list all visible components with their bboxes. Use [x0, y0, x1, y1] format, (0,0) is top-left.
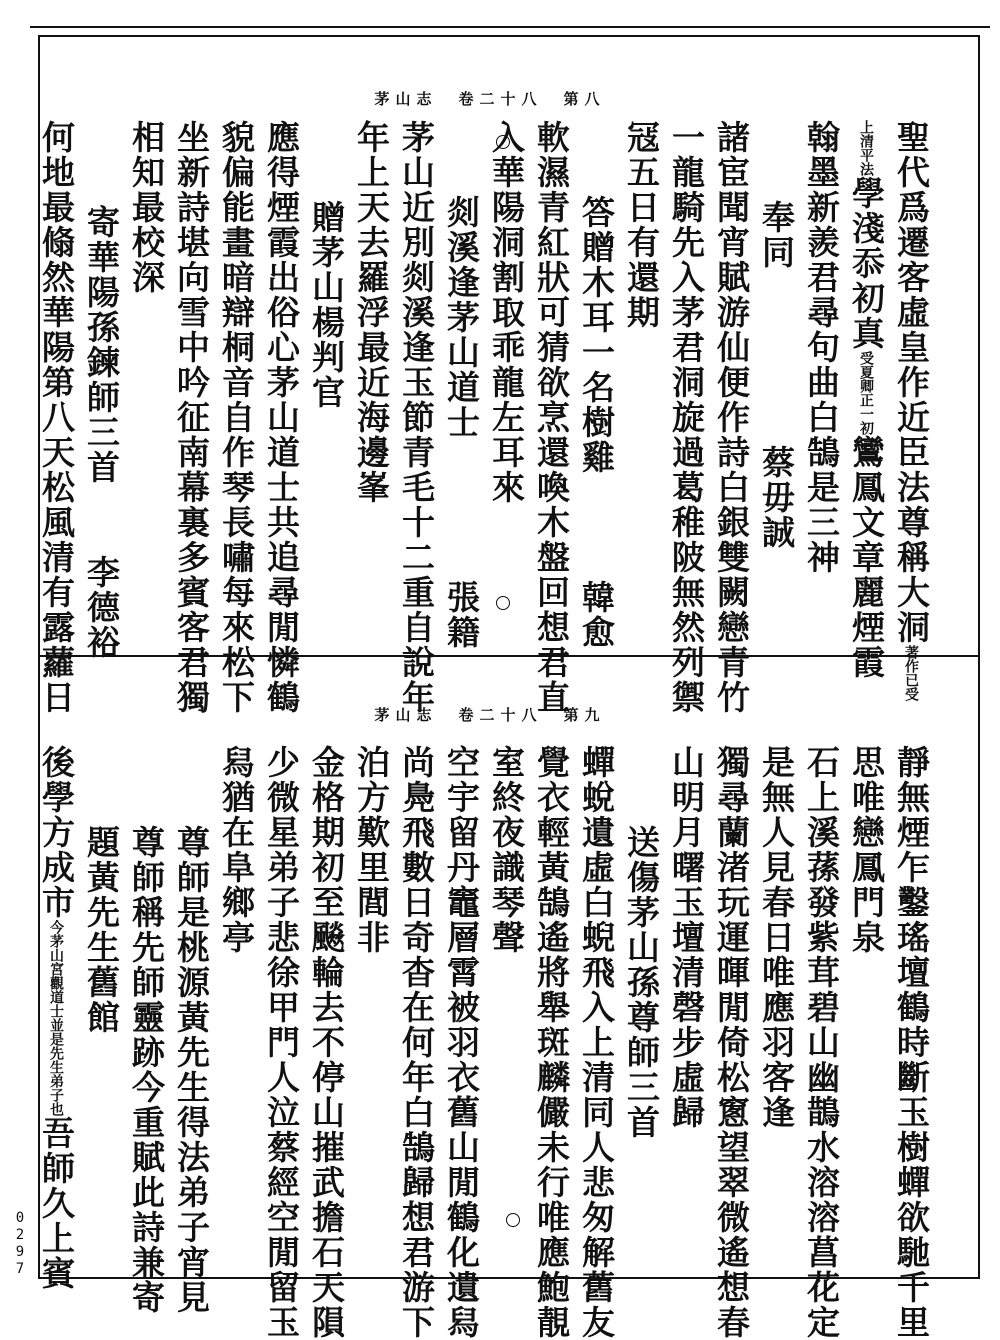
page-a-col-15: 應得煙霞出俗心茅山道士共追尋閒憐鶴 — [262, 120, 301, 715]
page-b-col-20: 後學方成市今茅山宮觀道士並是先生弟子也吾師久上賓 — [37, 745, 76, 1291]
page-b-circle-bottom — [506, 1213, 520, 1227]
page-b-col-6: 山明月曙玉壇清磬步虛歸 — [667, 745, 706, 1130]
page-b-col-13: 泊方歎里閭非 — [352, 745, 391, 955]
page-a-col-1: 聖代爲遷客虛皇作近臣法尊稱大洞著作已受 — [892, 120, 931, 701]
page-b-col-10: 室終夜識琴聲 — [487, 745, 526, 955]
page-a-col-19: 寄華陽孫鍊師三首 李德裕 — [82, 205, 121, 660]
page-b-col-5: 獨尋蘭渚玩運暉閒倚松窻望翠微遙想春 — [712, 745, 751, 1340]
page-a-col-11: 剡溪逢茅山道士 張籍 — [442, 195, 481, 650]
page-a-col-5: 諸宦聞宵賦游仙便作詩白銀雙闕戀青竹 — [712, 120, 751, 715]
page-b-col-17: 尊師是桃源黃先生得法弟子宵見 — [172, 825, 211, 1315]
page-a-col-3: 翰墨新羨君尋句曲白鵠是三神 — [802, 120, 841, 575]
page-a-col-4: 奉同 蔡毋誠 — [757, 200, 796, 550]
page-b-col-4: 是無人見春日唯應羽客逢 — [757, 745, 796, 1130]
page-b-col-8: 蟬蛻遺虛白蜺飛入上清同人悲匆解舊友 — [577, 745, 616, 1340]
page-a-col-6: 一龍騎先入茅君洞旋過葛稚陂無然列禦 — [667, 120, 706, 715]
page-a-col-18: 相知最校深 — [127, 120, 166, 295]
folio-number: 0297 — [12, 1210, 28, 1278]
page-a-col-7: 冦五日有還期 — [622, 120, 661, 330]
page-a-col-9: 軟濕青紅狀可猜欲烹還喚木盤回想君直 — [532, 120, 571, 715]
page-a-col-13: 年上天去羅浮最近海邊峯 — [352, 120, 391, 505]
page-b-col-1: 靜無煙乍鑿瑤壇鶴時斷玉樹蟬欲馳千里 — [892, 745, 931, 1340]
page-b-col-16: 舄猶在阜鄉亭 — [217, 745, 256, 955]
page-b-col-12: 尚鳧飛數日奇杳在何年白鵠歸想君游下 — [397, 745, 436, 1340]
page-a-col-2: 上清平法學淺忝初真受夏卿正一初鸞鳳文章麗煙霞 — [847, 120, 886, 680]
page-b-col-7: 送傷茅山孫尊師三首 — [622, 825, 661, 1140]
page-a-circle-top — [496, 135, 510, 149]
page-b-col-2: 思唯戀鳳門泉 — [847, 745, 886, 955]
page-a-col-10: 入華陽洞割取乖龍左耳來 — [487, 120, 526, 505]
page-b-col-14: 金格期初至飈輪去不停山摧武擔石天隕 — [307, 745, 346, 1340]
page-b-header: 茅山志 卷二十八 第九 — [374, 706, 606, 724]
page-b-col-3: 石上溪蓀發紫茸碧山幽鵲水溶溶菖花定 — [802, 745, 841, 1340]
page-a-col-16: 貌偏能畫暗辯桐音自作琴長嘯每來松下 — [217, 120, 256, 715]
outer-top-rule — [30, 26, 990, 28]
page-b-col-18: 尊師稱先師靈跡今重賦此詩兼寄 — [127, 825, 166, 1315]
page-b-col-11: 空宇留丹竈層霄被羽衣舊山閒鶴化遺舄 — [442, 745, 481, 1340]
page-a-col-20: 何地最翛然華陽第八天松風清有露蘿日 — [37, 120, 76, 715]
page-a-col-17: 坐新詩堪向雪中吟征南幕裏多賓客君獨 — [172, 120, 211, 715]
page-b-circle-top — [506, 750, 520, 764]
page-b-col-9: 覺衣輕黃鵠遙將舉斑麟儼未行唯應鮑靚 — [532, 745, 571, 1340]
page-a-circle-bottom — [496, 596, 510, 610]
page-a-col-14: 贈茅山楊判官 — [307, 200, 346, 410]
page-a-col-8: 答贈木耳一名樹雞 韓愈 — [577, 195, 616, 650]
page-a-col-12: 茅山近別剡溪逢玉節青毛十二重自說年 — [397, 120, 436, 715]
page-a-header: 茅山志 卷二十八 第八 — [374, 90, 606, 108]
page-b-col-15: 少微星弟子悲徐甲門人泣蔡經空閒留玉 — [262, 745, 301, 1340]
page-b-col-19: 題黃先生舊館 — [82, 825, 121, 1035]
